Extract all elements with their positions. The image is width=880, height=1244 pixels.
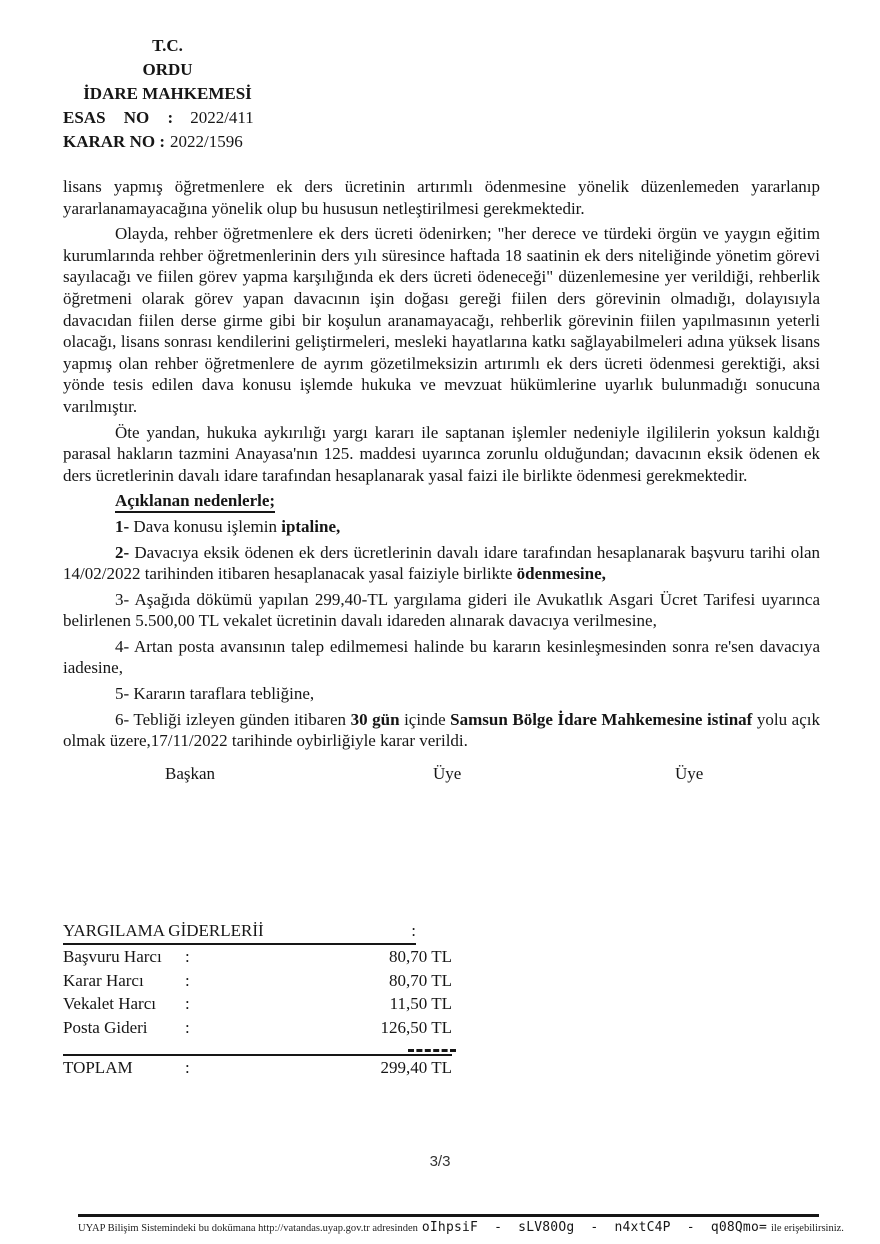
court-header-center <box>55 34 280 106</box>
item6-text-2: içinde <box>399 709 451 729</box>
ruling-item-3 <box>63 589 820 632</box>
city-label: ORDU <box>142 60 193 79</box>
cost-value: 80,70 TL <box>389 970 452 990</box>
cost-colon: : <box>185 970 190 990</box>
ruling-item-2 <box>63 542 820 585</box>
court-header <box>55 34 815 154</box>
total-value: 299,40 TL <box>380 1058 452 1078</box>
signature-baskan: Başkan <box>165 764 216 783</box>
item2-text: Davacıya eksik ödenen ek ders ücretlerinin davalı idare tarafından hesaplanarak başvuru tarihi olan 14/02/2022 tarihinden itibaren hesaplanacak yasal faiziyle birlikte <box>63 542 820 584</box>
cost-label: Vekalet Harcı <box>63 994 156 1014</box>
signature-row <box>0 764 880 786</box>
cost-colon: : <box>185 1017 190 1037</box>
cost-value: 126,50 TL <box>380 1017 452 1037</box>
karar-no-value: 2022/1596 <box>170 132 243 151</box>
ruling-item-5 <box>63 683 820 705</box>
ruling-item-1 <box>63 516 820 538</box>
ruling-item-4 <box>63 636 820 679</box>
item4-text: 4- Artan posta avansının talep edilmemesi halinde bu kararın kesinleşmesinden sonra re'sen davacıya iadesine, <box>63 636 820 678</box>
item6-bold-court: Samsun Bölge İdare Mahkemesine istinaf <box>450 709 753 729</box>
total-label: TOPLAM <box>63 1058 133 1078</box>
item5-text: 5- Kararın taraflara tebliğine, <box>115 684 315 704</box>
costs-title-row <box>63 920 416 945</box>
item2-number: 2- <box>115 542 130 562</box>
cost-value: 80,70 TL <box>389 947 452 966</box>
costs-title-text: YARGILAMA GİDERLERİİ <box>63 921 264 940</box>
esas-no-label: ESAS NO : <box>63 108 174 127</box>
ruling-heading <box>115 490 820 512</box>
paragraph-ote-yandan: Öte yandan, hukuka aykırılığı yargı kararı ile saptanan işlemler nedeniyle ilgililerin yoksun kaldığı parasal hakların tazmini Anayasa'nın 125. maddesi uyarınca zorunlu olduğundan; davacının eksik ödenen ek ders ücretlerinin davalı idare tarafından hesaplanarak yasal faizi ile birlikte ödenmesi gerekmektedir. <box>63 422 820 485</box>
page-number: 3/3 <box>429 1153 451 1170</box>
footer-access-text-after: ile erişebilirsiniz. <box>771 1223 844 1234</box>
item6-bold-30gun: 30 gün <box>350 709 400 729</box>
item1-number: 1- <box>115 516 130 536</box>
cost-row-total <box>63 1056 452 1080</box>
cost-value: 11,50 TL <box>389 994 452 1014</box>
paragraph-continuation: lisans yapmış öğretmenlere ek ders ücretinin artırımlı ödenmesine yönelik düzenlemeden yararlanıp yararlanamayacağına yönelik olup bu hususun netleştirilmesi gerekmektedir. <box>63 177 820 218</box>
costs-table <box>63 920 452 1080</box>
ruling-heading-text: Açıklanan nedenlerle; <box>115 491 275 513</box>
item6-text-3: yolu açık olmak üzere,17/11/2022 tarihinde oybirliğiyle karar verildi. <box>63 709 820 751</box>
paragraph-olayda: Olayda, rehber öğretmenlere ek ders ücreti ödenirken; "her derece ve türdeki örgün ve yaygın eğitim kurumlarında rehber öğretmenlerinin ders yılı süresince haftada 18 saatinin ek ders niteliğinde yönetim görevi sayılacağı ve fiilen görev yapma karşılığında ek ders ücreti ödeneceği" düzenlemesine yer verildiği, rehberlik öğretmeni olarak görev yapan davacının işin doğası gereği fiilen ders görevinin olmadığı, dolayısıyla davacıdan fiilen derse girme gibi bir koşulun aranamayacağı, rehberlik görevinin fiilen yapılmasının yeterli olacağı, lisans sonrası kendilerini geliştirmeleri, mesleki hayatlarına katkı sağlayabilmeleri adına yüksek lisans yapmış olan rehber öğretmenlere de ayrım gözetilmeksizin artırımlı ek ders ücreti ödenmesi gerektiği, aksi yönde tesis edilen dava konusu işlemde hukuka ve mevzuat hükümlerine uyarlık bulunmadığı sonucuna varılmıştır. <box>63 224 820 416</box>
karar-no-line <box>63 130 815 154</box>
ruling-item-6 <box>63 709 820 752</box>
total-divider-line <box>63 1054 452 1056</box>
cost-colon: : <box>185 947 190 966</box>
signature-uye-2: Üye <box>675 764 704 783</box>
total-divider-dashes <box>408 1049 456 1052</box>
cost-row-basvuru-harci <box>63 945 452 969</box>
item6-text-1: 6- Tebliği izleyen günden itibaren <box>115 709 351 729</box>
esas-no-line <box>63 106 815 130</box>
cost-label: Karar Harcı <box>63 970 144 990</box>
costs-title-colon: : <box>411 921 416 940</box>
item1-text: Dava konusu işlemin <box>129 516 282 536</box>
item3-text: 3- Aşağıda dökümü yapılan 299,40-TL yargılama gideri ile Avukatlık Asgari Ücret Tarifesi uyarınca belirlenen 5.500,00 TL vekalet ücretinin davalı idareden alınarak davacıya verilmesine, <box>63 589 820 631</box>
item1-bold-text: iptaline, <box>281 516 341 536</box>
cost-row-karar-harci <box>63 969 452 993</box>
total-colon: : <box>185 1058 190 1078</box>
decision-body <box>63 176 820 752</box>
republic-label: T.C. <box>152 36 183 55</box>
cost-row-vekalet-harci <box>63 992 452 1016</box>
karar-no-label: KARAR NO : <box>63 132 165 151</box>
signature-uye-1: Üye <box>433 764 462 783</box>
esas-no-value: 2022/411 <box>190 108 254 127</box>
cost-row-posta-gideri <box>63 1016 452 1040</box>
uyap-footer <box>78 1214 844 1235</box>
item2-bold-text: ödenmesine, <box>516 564 606 584</box>
footer-access-text-before: UYAP Bilişim Sistemindeki bu dokümana http://vatandas.uyap.gov.tr adresinden <box>78 1223 418 1234</box>
court-name: İDARE MAHKEMESİ <box>83 84 252 103</box>
footer-access-code: oIhpsiF - sLV80Og - n4xtC4P - q08Qmo= <box>421 1220 768 1235</box>
cost-colon: : <box>185 994 190 1014</box>
cost-label: Başvuru Harcı <box>63 947 162 966</box>
cost-label: Posta Gideri <box>63 1017 148 1037</box>
